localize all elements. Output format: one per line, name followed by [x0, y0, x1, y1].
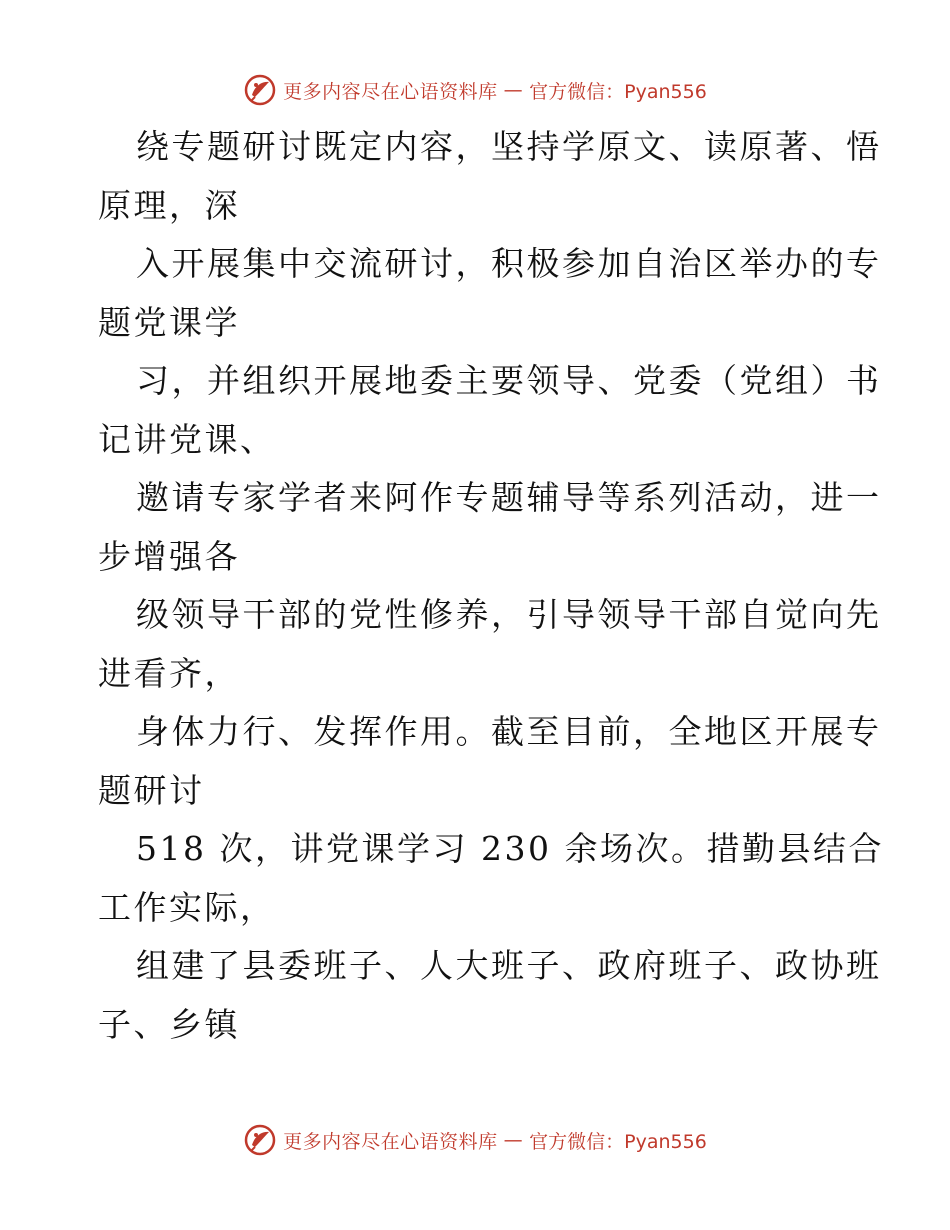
body-line-continuation: 题党课学 — [98, 302, 240, 342]
watermark-wechat: 官方微信：Pyan556 — [529, 1130, 707, 1153]
body-paragraph — [98, 703, 882, 820]
body-line-continuation: 题研讨 — [98, 770, 205, 810]
body-line-continuation: 原理，深 — [98, 185, 240, 225]
body-line-continuation: 工作实际， — [98, 887, 276, 927]
body-paragraph — [98, 469, 882, 586]
body-line-continuation: 记讲党课、 — [98, 419, 276, 459]
body-paragraph — [98, 118, 882, 235]
body-line: 习，并组织开展地委主要领导、党委（党组）书 — [136, 361, 882, 400]
body-paragraph — [98, 937, 882, 1054]
watermark-separator: — — [503, 79, 524, 101]
document-body — [98, 118, 884, 1054]
flower-brush-logo-icon — [243, 73, 277, 107]
body-line: 身体力行、发挥作用。截至目前，全地区开展专 — [136, 712, 882, 751]
watermark-wechat: 官方微信：Pyan556 — [529, 80, 707, 103]
header-watermark — [0, 70, 950, 110]
footer-watermark — [0, 1120, 950, 1160]
body-line: 入开展集中交流研讨，积极参加自治区举办的专 — [136, 244, 882, 283]
body-paragraph — [98, 586, 882, 703]
body-line: 级领导干部的党性修养，引导领导干部自觉向先 — [136, 595, 882, 634]
body-line: 518 次，讲党课学习 230 余场次。措勤县结合 — [136, 829, 884, 868]
body-line: 绕专题研讨既定内容，坚持学原文、读原著、悟 — [136, 127, 882, 166]
body-line-continuation: 子、乡镇 — [98, 1004, 240, 1044]
body-line-continuation: 步增强各 — [98, 536, 240, 576]
body-line-continuation: 进看齐， — [98, 653, 240, 693]
body-paragraph — [98, 235, 882, 352]
watermark-separator: — — [503, 1129, 524, 1151]
body-paragraph — [98, 820, 884, 937]
body-paragraph — [98, 352, 882, 469]
body-line: 邀请专家学者来阿作专题辅导等系列活动，进一 — [136, 478, 882, 517]
watermark-text: 更多内容尽在心语资料库 — [283, 80, 498, 103]
watermark-text: 更多内容尽在心语资料库 — [283, 1130, 498, 1153]
body-line: 组建了县委班子、人大班子、政府班子、政协班 — [136, 946, 882, 985]
flower-brush-logo-icon — [243, 1123, 277, 1157]
